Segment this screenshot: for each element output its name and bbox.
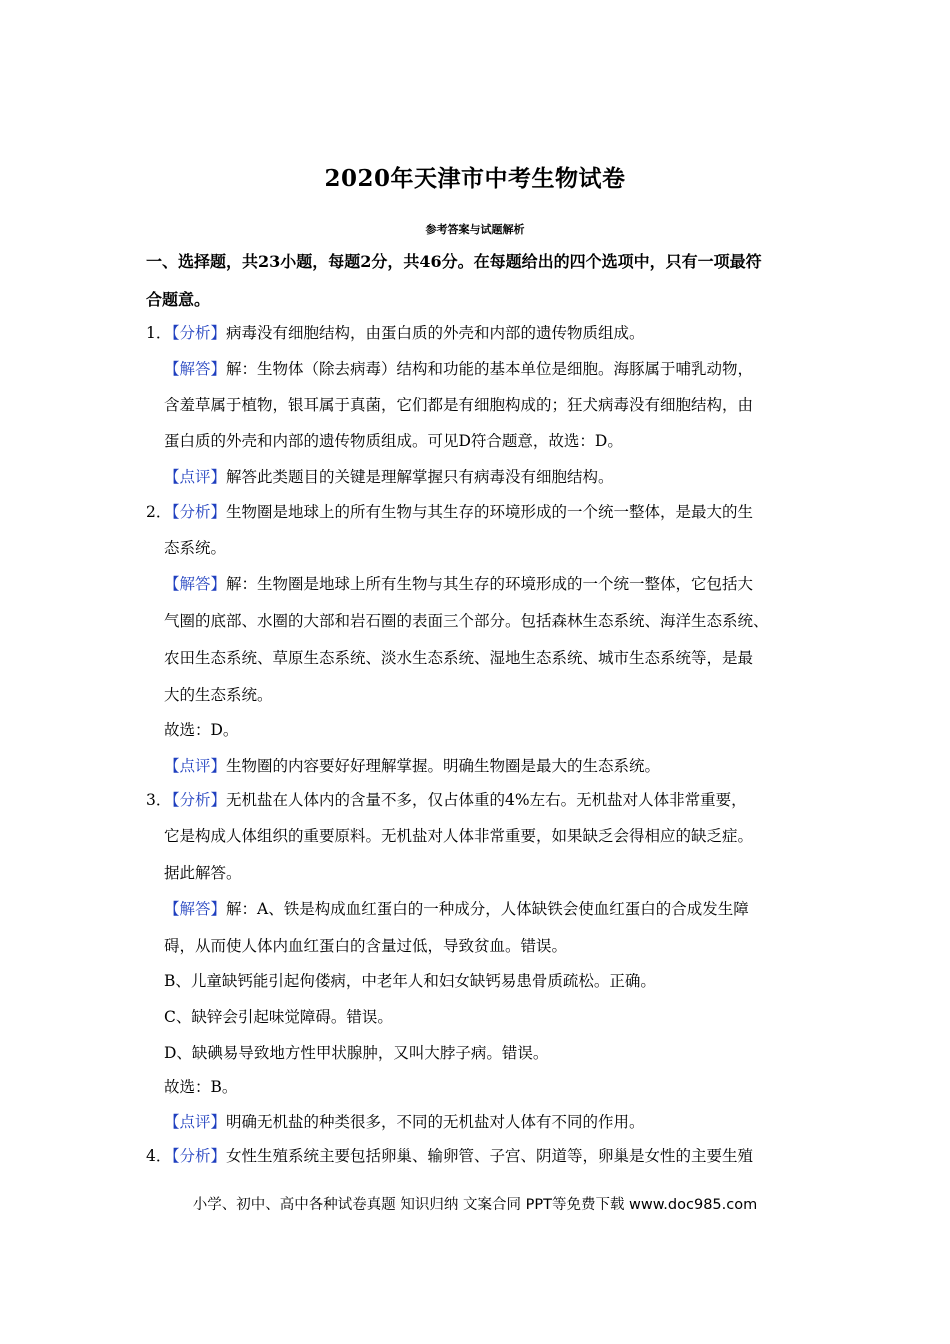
answer-line: D、缺碘易导致地方性甲状腺肿，又叫大脖子病。错误。 bbox=[164, 1044, 549, 1062]
choice-line: 故选：B。 bbox=[164, 1078, 238, 1096]
question-number: 3． bbox=[146, 791, 172, 809]
comment-text: 明确无机盐的种类很多，不同的无机盐对人体有不同的作用。 bbox=[226, 1113, 645, 1131]
comment-line bbox=[164, 756, 660, 776]
analysis-tag: 【分析】 bbox=[164, 791, 227, 809]
page-footer: 小学、初中、高中各种试卷真题 知识归纳 文案合同 PPT等免费下载 www.doc985.com bbox=[192, 1197, 758, 1213]
answer-line: B、儿童缺钙能引起佝偻病，中老年人和妇女缺钙易患骨质疏松。正确。 bbox=[164, 972, 656, 990]
comment-tag: 【点评】 bbox=[164, 1113, 227, 1131]
section-heading-line2: 合题意。 bbox=[146, 290, 211, 309]
answer-line bbox=[164, 899, 749, 919]
analysis-line bbox=[164, 502, 753, 522]
answer-line bbox=[164, 359, 753, 379]
analysis-line: 态系统。 bbox=[164, 539, 227, 557]
answer-line: 蛋白质的外壳和内部的遗传物质组成。可见D符合题意，故选：D。 bbox=[164, 432, 623, 450]
analysis-tag: 【分析】 bbox=[164, 324, 227, 342]
question-number: 2． bbox=[146, 503, 172, 521]
analysis-line: 它是构成人体组织的重要原料。无机盐对人体非常重要，如果缺乏会得相应的缺乏症。 bbox=[164, 827, 754, 845]
answer-text: 解：生物圈是地球上所有生物与其生存的环境形成的一个统一整体，它包括大 bbox=[226, 575, 754, 593]
answer-line: C、缺锌会引起味觉障碍。错误。 bbox=[164, 1008, 393, 1026]
analysis-tag: 【分析】 bbox=[164, 1147, 227, 1165]
answer-line: 碍，从而使人体内血红蛋白的含量过低，导致贫血。错误。 bbox=[164, 937, 568, 955]
comment-line bbox=[164, 467, 614, 487]
comment-text: 生物圈的内容要好好理解掌握。明确生物圈是最大的生态系统。 bbox=[226, 757, 661, 775]
answer-line: 大的生态系统。 bbox=[164, 686, 273, 704]
comment-tag: 【点评】 bbox=[164, 757, 227, 775]
answer-text: 解：生物体（除去病毒）结构和功能的基本单位是细胞。海豚属于哺乳动物， bbox=[226, 360, 754, 378]
page-title: 2020年天津市中考生物试卷 bbox=[324, 165, 626, 192]
analysis-line bbox=[164, 790, 747, 810]
choice-line: 故选：D。 bbox=[164, 721, 239, 739]
answer-text: 解：A、铁是构成血红蛋白的一种成分，人体缺铁会使血红蛋白的合成发生障 bbox=[226, 900, 749, 918]
analysis-line bbox=[164, 323, 645, 343]
page-subtitle: 参考答案与试题解析 bbox=[425, 223, 525, 236]
analysis-text: 女性生殖系统主要包括卵巢、输卵管、子宫、阴道等，卵巢是女性的主要生殖 bbox=[226, 1147, 754, 1165]
analysis-text: 病毒没有细胞结构，由蛋白质的外壳和内部的遗传物质组成。 bbox=[226, 324, 645, 342]
answer-line bbox=[164, 574, 753, 594]
analysis-line: 据此解答。 bbox=[164, 864, 242, 882]
section-heading-line1: 一、选择题，共23小题，每题2分，共46分。在每题给出的四个选项中，只有一项最符 bbox=[146, 252, 762, 271]
question-number: 4． bbox=[146, 1147, 172, 1165]
answer-tag: 【解答】 bbox=[164, 575, 227, 593]
question-number: 1． bbox=[146, 324, 172, 342]
answer-tag: 【解答】 bbox=[164, 900, 227, 918]
comment-line bbox=[164, 1112, 645, 1132]
analysis-text: 生物圈是地球上的所有生物与其生存的环境形成的一个统一整体，是最大的生 bbox=[226, 503, 754, 521]
analysis-tag: 【分析】 bbox=[164, 503, 227, 521]
answer-tag: 【解答】 bbox=[164, 360, 227, 378]
analysis-text: 无机盐在人体内的含量不多，仅占体重的4%左右。无机盐对人体非常重要， bbox=[226, 791, 747, 809]
comment-tag: 【点评】 bbox=[164, 468, 227, 486]
comment-text: 解答此类题目的关键是理解掌握只有病毒没有细胞结构。 bbox=[226, 468, 614, 486]
answer-line: 含羞草属于植物，银耳属于真菌，它们都是有细胞构成的；狂犬病毒没有细胞结构，由 bbox=[164, 396, 754, 414]
answer-line: 农田生态系统、草原生态系统、淡水生态系统、湿地生态系统、城市生态系统等，是最 bbox=[164, 649, 754, 667]
answer-line: 气圈的底部、水圈的大部和岩石圈的表面三个部分。包括森林生态系统、海洋生态系统、 bbox=[164, 612, 769, 630]
analysis-line bbox=[164, 1146, 753, 1166]
